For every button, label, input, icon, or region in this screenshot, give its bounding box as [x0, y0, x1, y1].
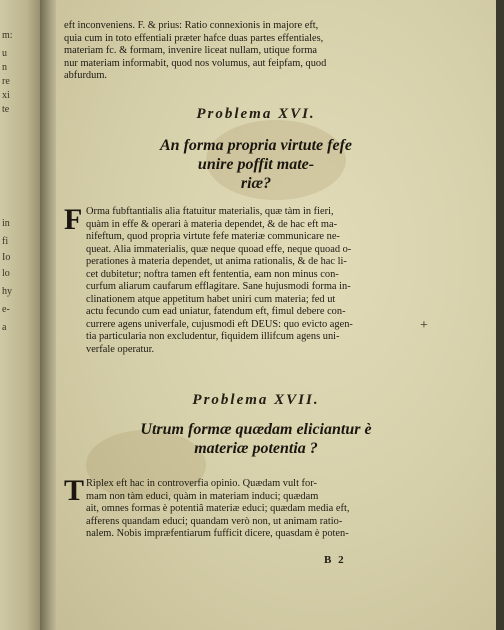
problema-17-heading: Problema XVII. — [192, 392, 320, 408]
problema-16-heading: Problema XVI. — [196, 106, 316, 122]
margin-fragment: u — [2, 48, 7, 59]
signature-mark: B 2 — [324, 554, 346, 566]
margin-fragment: xi — [2, 90, 10, 101]
margin-fragment: m: — [2, 30, 13, 41]
drop-cap: F — [64, 203, 83, 236]
margin-fragment: n — [2, 62, 7, 73]
margin-fragment: Io — [2, 252, 11, 263]
problema-16-text: Orma fubftantialis alia ftatuitur materialis, quæ tàm in fieri, quàm in effe & operari à materia dependet, & de hac eft ma- nifeftum, quod propria virtute fefe materiæ communicare ne- queat. Alia immaterialis, quæ neque quoad effe, neque quoad o- perationes à materia dependet, ut anima rationalis, & de hac li- cet dubitetur; noftra tamen eft fententia, eam non minus con- curfum aliarum caufarum efflagitare. Sane hujusmodi forma in- clinationem atque appetitum habet uniri cum materia; fed ut actu fecundo cum ead uniatur, fatendum eft, fimul debere con- currere agens univerfale, cujusmodi eft DEUS: quo evicto agen- tia particularia non excludentur, fiquidem illifcum agens uni- verfale operatur. — [86, 206, 353, 355]
margin-fragment: re — [2, 76, 10, 87]
problema-16-title: An forma propria virtute fefe unire poffit mate- riæ? — [160, 137, 352, 192]
facing-page-edge — [0, 0, 44, 630]
margin-fragment: hy — [2, 286, 12, 297]
margin-cross-mark: + — [420, 318, 428, 333]
drop-cap: T — [64, 474, 85, 507]
margin-fragment: in — [2, 218, 10, 229]
margin-fragment: a — [2, 322, 7, 333]
background-edge — [496, 0, 504, 630]
margin-fragment: te — [2, 104, 10, 115]
top-paragraph: eft inconveniens. F. & prius: Ratio connexionis in majore eft, quia cum in toto effentiali præter hafce duas partes effentiales, materiam fc. & formam, invenire liceat nullam, utique forma nur materiam informabit, quod nos volumus, aut feipfam, quod abfurdum. — [64, 20, 327, 81]
problema-17-title: Utrum formæ quædam eliciantur è materiæ potentia ? — [140, 421, 372, 457]
margin-fragment: lo — [2, 268, 10, 279]
book-page — [56, 0, 496, 630]
margin-fragment: e- — [2, 304, 10, 315]
margin-fragment: fi — [2, 236, 9, 247]
problema-17-text: Riplex eft hac in controverfia opinio. Quædam vult for- mam non tàm educi, quàm in materiam induci; quædam ait, omnes formas è potentiâ materiæ educi; quædam media eft, afferens quandam educi; quandam verò non, ut animam ratio- nalem. Nobis impræfentiarum fufficit dicere, quasdam è poten- — [86, 478, 350, 539]
